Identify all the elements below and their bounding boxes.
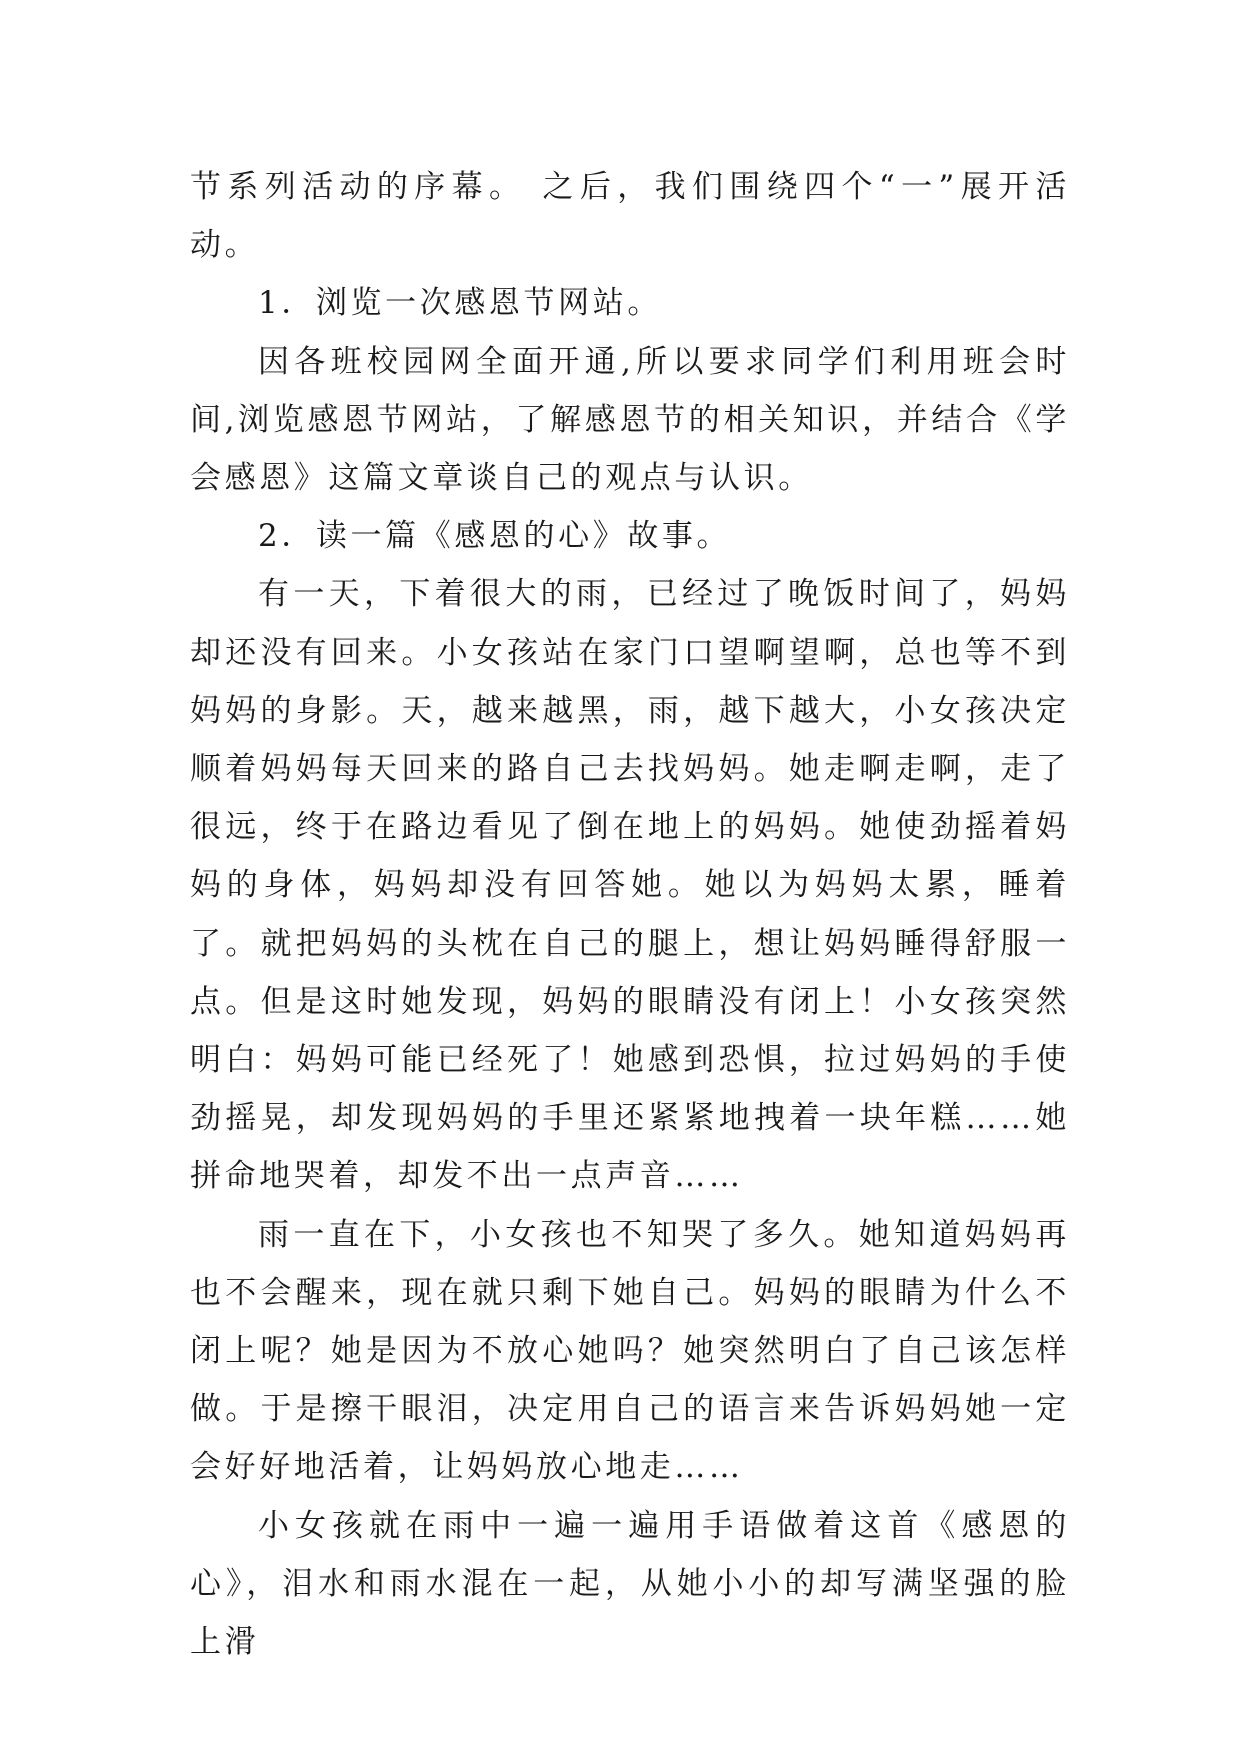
document-body xyxy=(190,158,1070,1671)
paragraph-item-2-heading: 2．读一篇《感恩的心》故事。 xyxy=(258,518,732,555)
paragraph-intro-continuation: 节系列活动的序幕。 之后，我们围绕四个“一”展开活动。 xyxy=(190,169,1070,264)
paragraph-story-part-1: 有一天，下着很大的雨，已经过了晚饭时间了，妈妈却还没有回来。小女孩站在家门口望啊望啊，总也等不到妈妈的身影。天，越来越黑，雨，越下越大，小女孩决定顺着妈妈每天回来的路自己去找妈妈。她走啊走啊，走了很远，终于在路边看见了倒在地上的妈妈。她使劲摇着妈妈的身体，妈妈却没有回答她。她以为妈妈太累，睡着了。就把妈妈的头枕在自己的腿上，想让妈妈睡得舒服一点。但是这时她发现，妈妈的眼睛没有闭上！小女孩突然明白：妈妈可能已经死了！她感到恐惧，拉过妈妈的手使劲摇晃，却发现妈妈的手里还紧紧地拽着一块年糕……她拼命地哭着，却发不出一点声音…… xyxy=(190,576,1070,1195)
paragraph-item-1-heading: 1．浏览一次感恩节网站。 xyxy=(258,285,662,322)
paragraph-item-1-body: 因各班校园网全面开通,所以要求同学们利用班会时间,浏览感恩节网站，了解感恩节的相关知识，并结合《学会感恩》这篇文章谈自己的观点与认识。 xyxy=(190,343,1070,497)
paragraph-story-part-3: 小女孩就在雨中一遍一遍用手语做着这首《感恩的心》，泪水和雨水混在一起，从她小小的却写满坚强的脸上滑 xyxy=(190,1507,1070,1661)
paragraph-story-part-2: 雨一直在下，小女孩也不知哭了多久。她知道妈妈再也不会醒来，现在就只剩下她自己。妈妈的眼睛为什么不闭上呢？她是因为不放心她吗？她突然明白了自己该怎样做。于是擦干眼泪，决定用自己的语言来告诉妈妈她一定会好好地活着，让妈妈放心地走…… xyxy=(190,1216,1070,1486)
